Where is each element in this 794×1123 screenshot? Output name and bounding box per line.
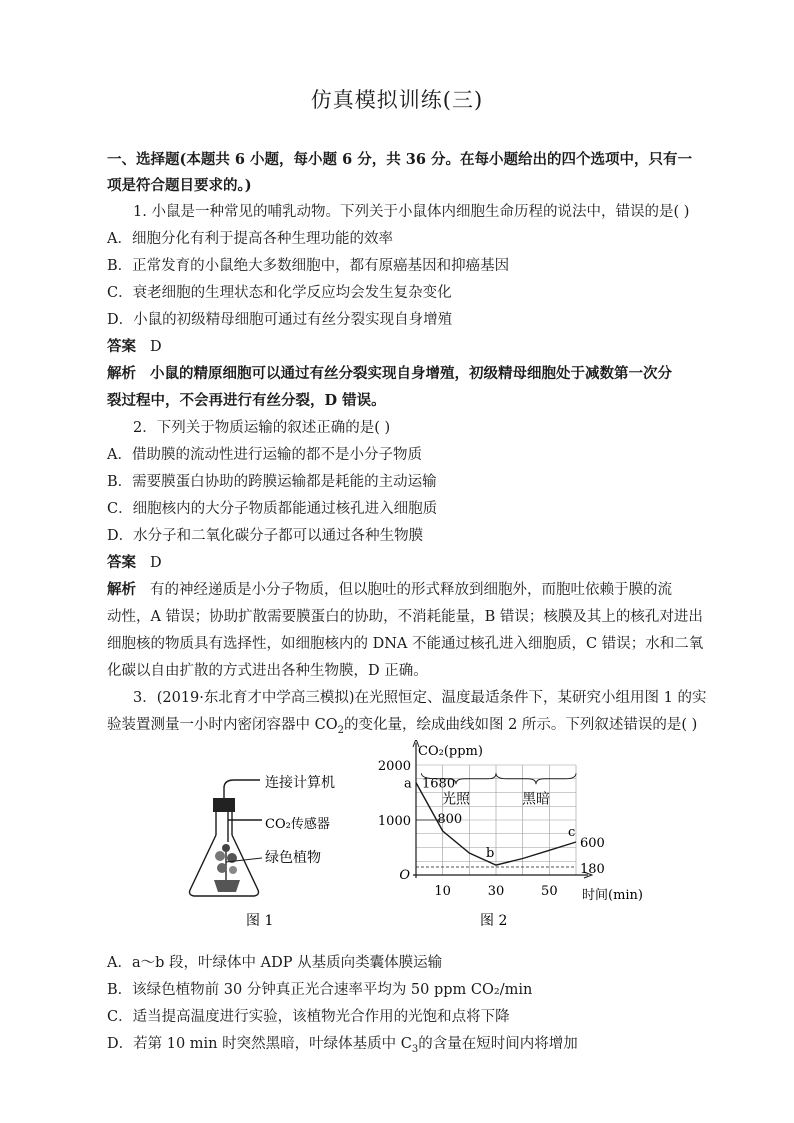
y-tick-label: 2000 (377, 759, 411, 774)
analysis-text: 有的神经递质是小分子物质，但以胞吐的形式释放到细胞外，而胞吐依赖于膜的流 (150, 582, 672, 598)
q1-option-a: A．细胞分化有利于提高各种生理功能的效率 (107, 231, 393, 247)
q3-option-a: A．a～b 段，叶绿体中 ADP 从基质向类囊体膜运输 (107, 955, 443, 971)
subscript: 2 (337, 725, 344, 736)
figure1-caption: 图 1 (246, 913, 274, 929)
page-title: 仿真模拟训练(三) (310, 88, 484, 112)
section-header: 一、选择题(本题共 6 小题，每小题 6 分，共 36 分。在每小题给出的四个选项中，只有一 (107, 151, 693, 168)
q1-option-d: D．小鼠的初级精母细胞可通过有丝分裂实现自身增殖 (107, 312, 453, 328)
q2-analysis-4: 化碳以自由扩散的方式进出各种生物膜，D 正确。 (107, 663, 428, 679)
q2-option-c: C．细胞核内的大分子物质都能通过核孔进入细胞质 (107, 501, 438, 517)
q3-stem-cont (107, 715, 697, 737)
region-dark-label: 黑暗 (522, 791, 550, 808)
q1-option-b: B．正常发育的小鼠绝大多数细胞中，都有原癌基因和抑癌基因 (107, 258, 510, 274)
region-light-label: 光照 (442, 791, 470, 808)
q1-answer (107, 337, 162, 357)
q1-option-c: C．衰老细胞的生理状态和化学反应均会发生复杂变化 (107, 285, 452, 301)
q3-option-d-part: D．若第 10 min 时突然黑暗，叶绿体基质中 C (107, 1036, 412, 1052)
q2-analysis (107, 580, 672, 600)
section-header-cont: 项是符合题目要求的。) (107, 177, 252, 194)
q3-stem-part: 的变化量，绘成曲线如图 2 所示。下列叙述错误的是( ) (343, 717, 698, 733)
q3-option-d (107, 1034, 578, 1056)
q1-analysis-cont: 裂过程中，不会再进行有丝分裂，D 错误。 (107, 392, 386, 409)
apparatus-and-chart (178, 740, 658, 940)
q2-analysis-3: 细胞核的物质具有选择性，如细胞核内的 DNA 不能通过核孔进入细胞质，C 错误；水和二氧 (107, 636, 704, 652)
q3-option-c: C．适当提高温度进行实验，该植物光合作用的光饱和点将下降 (107, 1009, 510, 1025)
q2-answer (107, 553, 162, 573)
label-computer: 连接计算机 (265, 775, 335, 791)
point-a-label: a (404, 776, 412, 792)
x-axis-label: 时间(min) (582, 888, 644, 903)
q2-option-b: B．需要膜蛋白协助的跨膜运输都是耗能的主动运输 (107, 474, 437, 490)
origin-label: O (399, 868, 410, 883)
q3-option-b: B．该绿色植物前 30 分钟真正光合速率平均为 50 ppm CO₂/min (107, 982, 533, 998)
value-800-label: 800 (437, 812, 463, 827)
q3-stem-part: 验装置测量一小时内密闭容器中 CO (107, 717, 338, 733)
value-600-label: 600 (580, 836, 605, 851)
q3-option-d-part: 的含量在短时间内将增加 (418, 1036, 578, 1052)
q2-stem: 2．下列关于物质运输的叙述正确的是( ) (133, 420, 391, 436)
q2-option-a: A．借助膜的流动性进行运输的都不是小分子物质 (107, 447, 422, 463)
q3-stem: 3．(2019·东北育才中学高三模拟)在光照恒定、温度最适条件下，某研究小组用图 1 的实 (133, 690, 707, 706)
chart (378, 740, 643, 903)
x-tick-label: 30 (487, 884, 505, 899)
analysis-label: 解析 (107, 365, 136, 382)
figure2-caption: 图 2 (480, 913, 508, 929)
point-c-label: c (568, 825, 576, 840)
point-b-label: b (486, 846, 495, 862)
q2-option-d: D．水分子和二氧化碳分子都可以通过各种生物膜 (107, 528, 424, 544)
answer-label: 答案 (107, 554, 136, 571)
q2-analysis-2: 动性，A 错误；协助扩散需要膜蛋白的协助，不消耗能量，B 错误；核膜及其上的核孔对进出 (107, 609, 703, 625)
x-tick-label: 50 (541, 884, 558, 899)
q1-stem: 1. 小鼠是一种常见的哺乳动物。下列关于小鼠体内细胞生命历程的说法中，错误的是( ) (133, 204, 690, 220)
label-plant: 绿色植物 (265, 850, 321, 866)
label-sensor: CO₂传感器 (265, 817, 330, 832)
figure-area (178, 740, 658, 940)
subscript: 3 (411, 1044, 419, 1055)
y-axis-label: CO₂(ppm) (418, 744, 483, 759)
y-tick-label: 1000 (377, 814, 411, 829)
x-tick-label: 10 (434, 884, 451, 899)
answer-value: D (150, 339, 162, 355)
analysis-label: 解析 (107, 581, 136, 598)
value-1680-label: 1680 (422, 776, 456, 792)
value-180-label: 180 (580, 862, 605, 877)
analysis-text: 小鼠的精原细胞可以通过有丝分裂实现自身增殖，初级精母细胞处于减数第一次分 (150, 365, 672, 382)
answer-label: 答案 (107, 338, 136, 355)
q1-analysis (107, 364, 672, 384)
answer-value: D (150, 555, 162, 571)
